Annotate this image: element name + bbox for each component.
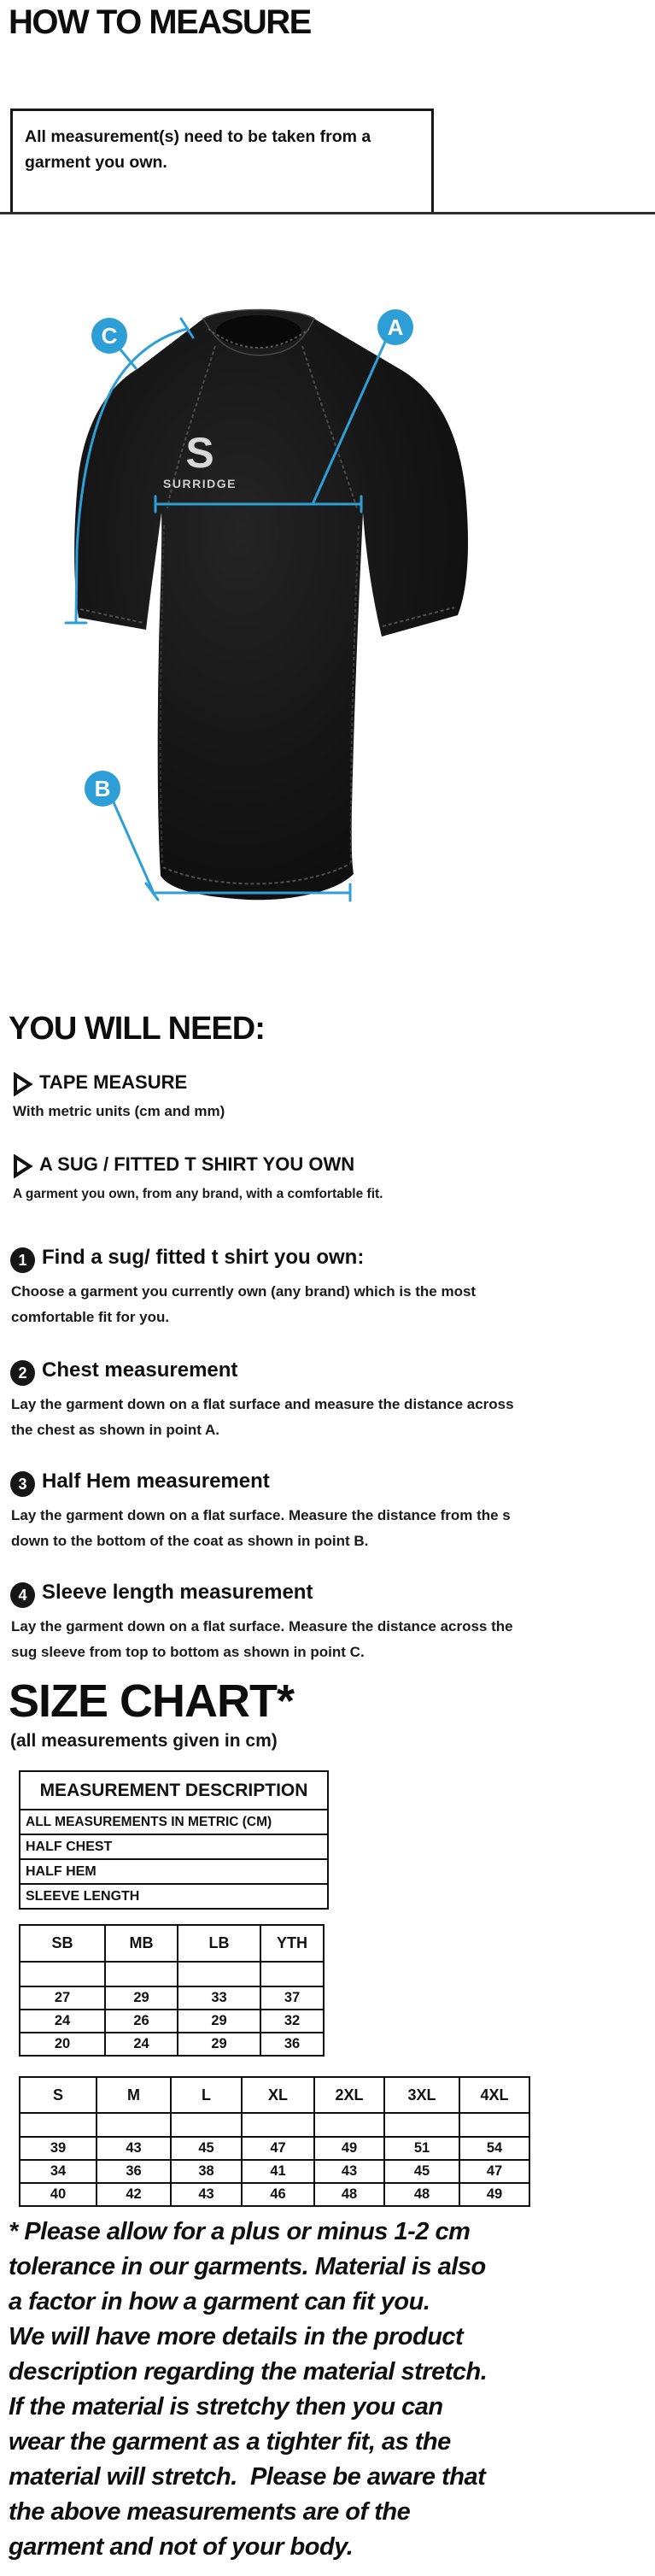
table-header-cell: MEASUREMENT DESCRIPTION bbox=[20, 1771, 328, 1810]
measurement-description-table bbox=[19, 1770, 329, 1910]
table-row bbox=[20, 2010, 324, 2033]
table-row bbox=[20, 1986, 324, 2010]
footnote-line: We will have more details in the product bbox=[9, 2323, 464, 2350]
tool-fitted-shirt: A SUG / FITTED T SHIRT YOU OWN bbox=[39, 1153, 355, 1175]
page-title: HOW TO MEASURE bbox=[9, 3, 311, 41]
column-header: MB bbox=[105, 1925, 178, 1962]
column-header: S bbox=[20, 2077, 96, 2113]
adult-size-table bbox=[19, 2076, 530, 2207]
step-number-badge: 3 bbox=[10, 1471, 35, 1497]
table-cell: 36 bbox=[260, 2033, 324, 2056]
table-cell: 48 bbox=[384, 2183, 459, 2206]
column-header: 3XL bbox=[384, 2077, 459, 2113]
table-cell: 34 bbox=[20, 2160, 96, 2183]
table-cell: 45 bbox=[171, 2137, 242, 2160]
table-cell bbox=[314, 2113, 384, 2137]
step-description-line: Lay the garment down on a flat surface. Measure the distance from the s bbox=[11, 1507, 511, 1523]
step-4 bbox=[10, 1581, 655, 1675]
table-cell: 49 bbox=[459, 2183, 529, 2206]
notice-text: All measurement(s) need to be taken from a garment you own. bbox=[25, 127, 371, 172]
table-cell: HALF CHEST bbox=[20, 1834, 328, 1859]
shirt-body bbox=[74, 310, 468, 901]
footnote-line: tolerance in our garments. Material is also bbox=[9, 2253, 486, 2280]
table-cell: 48 bbox=[314, 2183, 384, 2206]
table-cell bbox=[459, 2113, 529, 2137]
table-cell: HALF HEM bbox=[20, 1859, 328, 1884]
table-row bbox=[20, 1859, 328, 1884]
step-title: Chest measurement bbox=[42, 1358, 238, 1382]
size-chart-subheading: (all measurements given in cm) bbox=[10, 1731, 278, 1751]
table-cell: 39 bbox=[20, 2137, 96, 2160]
table-cell bbox=[384, 2113, 459, 2137]
tool-tape-measure-note: With metric units (cm and mm) bbox=[13, 1103, 225, 1119]
table-cell: 43 bbox=[314, 2160, 384, 2183]
table-cell: 40 bbox=[20, 2183, 96, 2206]
table-cell: 29 bbox=[105, 1986, 178, 2010]
table-row bbox=[20, 1884, 328, 1909]
table-cell: 47 bbox=[459, 2160, 529, 2183]
table-row bbox=[20, 2113, 529, 2137]
table-cell: 42 bbox=[96, 2183, 171, 2206]
step-description-line: Choose a garment you currently own (any brand) which is the most bbox=[11, 1283, 477, 1300]
footnote-line: material will stretch. Please be aware that bbox=[9, 2463, 486, 2491]
step-title: Half Hem measurement bbox=[42, 1470, 270, 1493]
table-cell: 47 bbox=[242, 2137, 314, 2160]
you-will-need-heading: YOU WILL NEED: bbox=[9, 1011, 265, 1047]
table-row bbox=[20, 2137, 529, 2160]
table-cell: 29 bbox=[178, 2033, 260, 2056]
tolerance-footnote bbox=[9, 2215, 655, 2565]
table-cell: 26 bbox=[105, 2010, 178, 2033]
tool-tape-measure: TAPE MEASURE bbox=[39, 1071, 188, 1093]
step-number-badge: 4 bbox=[10, 1582, 35, 1608]
table-row bbox=[20, 2160, 529, 2183]
table-row bbox=[20, 1962, 324, 1986]
column-header: 4XL bbox=[459, 2077, 529, 2113]
table-cell: 24 bbox=[105, 2033, 178, 2056]
table-cell bbox=[96, 2113, 171, 2137]
table-cell: 51 bbox=[384, 2137, 459, 2160]
brand-name: SURRIDGE bbox=[163, 477, 237, 490]
column-header: LB bbox=[178, 1925, 260, 1962]
table-row bbox=[20, 2077, 529, 2113]
table-row bbox=[20, 2183, 529, 2206]
triangle-bullet-icon bbox=[13, 1154, 33, 1178]
step-number-badge: 2 bbox=[10, 1360, 35, 1386]
shirt-illustration bbox=[0, 218, 655, 953]
neck-opening bbox=[216, 315, 301, 348]
table-cell: 38 bbox=[171, 2160, 242, 2183]
step-description-line: Lay the garment down on a flat surface and measure the distance across bbox=[11, 1396, 514, 1412]
footnote-line: If the material is stretchy then you can bbox=[9, 2393, 443, 2421]
footnote-line: wear the garment as a tighter fit, as the bbox=[9, 2428, 451, 2456]
point-b-letter: B bbox=[94, 776, 111, 801]
table-cell: 33 bbox=[178, 1986, 260, 2010]
youth-size-table bbox=[19, 1924, 325, 2057]
table-cell bbox=[242, 2113, 314, 2137]
step-3 bbox=[10, 1470, 655, 1564]
footnote-line: the above measurements are of the bbox=[9, 2498, 411, 2526]
step-1 bbox=[10, 1246, 655, 1340]
step-number-badge: 1 bbox=[10, 1247, 35, 1273]
table-row bbox=[20, 2033, 324, 2056]
table-cell: 27 bbox=[20, 1986, 105, 2010]
table-cell bbox=[20, 1962, 105, 1986]
step-title: Find a sug/ fitted t shirt you own: bbox=[42, 1246, 365, 1269]
table-cell bbox=[171, 2113, 242, 2137]
point-a-letter: A bbox=[387, 314, 404, 340]
column-header: M bbox=[96, 2077, 171, 2113]
footnote-line: description regarding the material stretch. bbox=[9, 2358, 488, 2385]
table-cell: 46 bbox=[242, 2183, 314, 2206]
table-cell: 54 bbox=[459, 2137, 529, 2160]
table-cell: 43 bbox=[171, 2183, 242, 2206]
step-description-line: the chest as shown in point A. bbox=[11, 1422, 220, 1438]
table-cell: 45 bbox=[384, 2160, 459, 2183]
size-chart-heading: SIZE CHART* bbox=[9, 1675, 295, 1727]
column-header: SB bbox=[20, 1925, 105, 1962]
column-header: L bbox=[171, 2077, 242, 2113]
table-cell bbox=[20, 2113, 96, 2137]
notice-box bbox=[10, 109, 434, 214]
table-cell: 41 bbox=[242, 2160, 314, 2183]
step-description-line: down to the bottom of the coat as shown in point B. bbox=[11, 1533, 369, 1549]
column-header: 2XL bbox=[314, 2077, 384, 2113]
table-cell: ALL MEASUREMENTS IN METRIC (CM) bbox=[20, 1810, 328, 1834]
table-cell: 36 bbox=[96, 2160, 171, 2183]
triangle-bullet-icon bbox=[13, 1072, 33, 1096]
table-cell bbox=[178, 1962, 260, 1986]
section-divider bbox=[0, 212, 655, 214]
table-cell: SLEEVE LENGTH bbox=[20, 1884, 328, 1909]
step-description-line: Lay the garment down on a flat surface. Measure the distance across the bbox=[11, 1618, 513, 1634]
table-cell: 43 bbox=[96, 2137, 171, 2160]
table-row bbox=[20, 1834, 328, 1859]
table-cell: 29 bbox=[178, 2010, 260, 2033]
step-title: Sleeve length measurement bbox=[42, 1581, 313, 1604]
surridge-logo-icon: S bbox=[185, 429, 214, 477]
point-b-connector bbox=[114, 802, 153, 891]
table-cell bbox=[105, 1962, 178, 1986]
table-cell: 49 bbox=[314, 2137, 384, 2160]
table-cell bbox=[260, 1962, 324, 1986]
step-description-line: comfortable fit for you. bbox=[11, 1309, 170, 1325]
step-description-line: sug sleeve from top to bottom as shown in point C. bbox=[11, 1644, 365, 1660]
table-row bbox=[20, 1771, 328, 1810]
footnote-line: garment and not of your body. bbox=[9, 2533, 354, 2561]
table-cell: 32 bbox=[260, 2010, 324, 2033]
point-c-letter: C bbox=[101, 323, 118, 349]
table-cell: 24 bbox=[20, 2010, 105, 2033]
tool-fitted-shirt-note: A garment you own, from any brand, with a comfortable fit. bbox=[13, 1187, 383, 1201]
column-header: XL bbox=[242, 2077, 314, 2113]
step-2 bbox=[10, 1358, 655, 1452]
table-cell: 20 bbox=[20, 2033, 105, 2056]
footnote-line: a factor in how a garment can fit you. bbox=[9, 2288, 430, 2315]
table-cell: 37 bbox=[260, 1986, 324, 2010]
column-header: YTH bbox=[260, 1925, 324, 1962]
table-row bbox=[20, 1810, 328, 1834]
table-row bbox=[20, 1925, 324, 1962]
footnote-line: * Please allow for a plus or minus 1-2 cm bbox=[9, 2218, 471, 2245]
